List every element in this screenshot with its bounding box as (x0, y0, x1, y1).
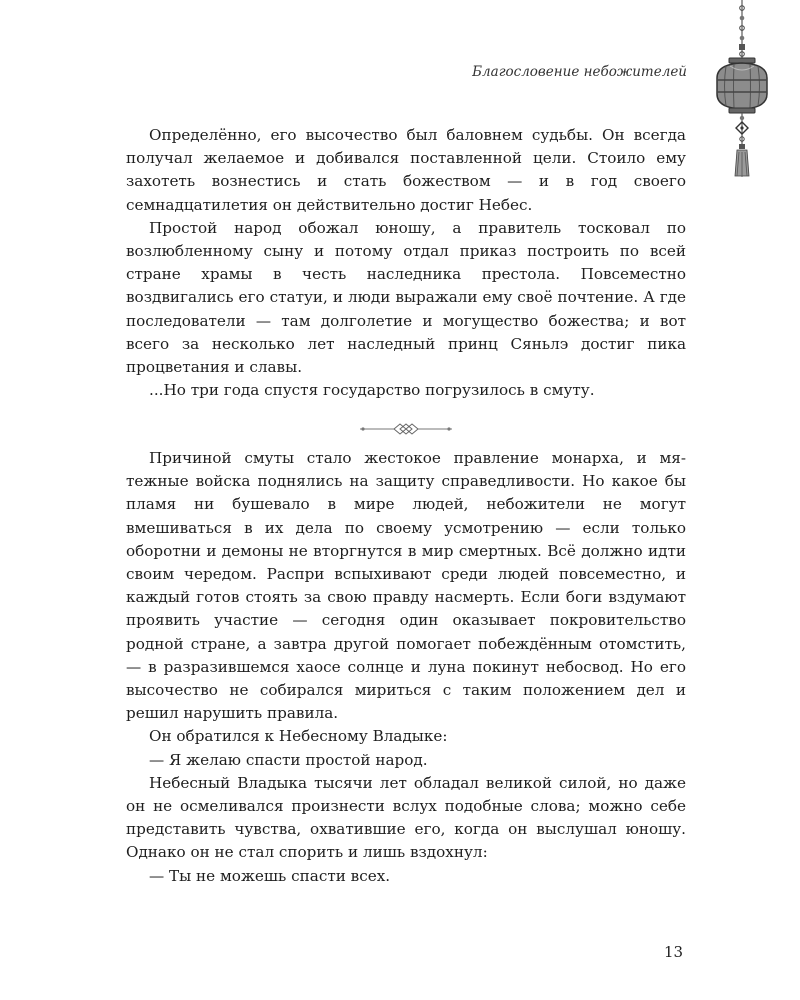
paragraph: Он обратился к Небесному Владыке: (149, 727, 448, 746)
paragraph: Небесный Владыка тысячи лет обладал великой силой, но даже он не осмеливался произнести вслух подобные слова; можно себе представить чувства, охватившие его, когда он выслушал юношу. Однако он не стал спорить и лишь вздохнул: (126, 773, 686, 862)
paragraph: Определённо, его высочество был баловнем судьбы. Он всегда получал желаемое и добивался поставленной цели. Стоило ему захотеть вознестись и стать божеством — и в год своего семнадцатилетия он действительно достиг Небес. (126, 126, 686, 214)
running-header-title: Благословение небожителей (472, 64, 687, 80)
section-1-text (126, 124, 686, 402)
section-2-text (126, 447, 686, 888)
paragraph: — Ты не можешь спасти всех. (149, 866, 391, 885)
paragraph: — Я желаю спасти простой народ. (149, 750, 428, 769)
paragraph: ...Но три года спустя государство погрузилось в смуту. (149, 381, 595, 400)
lantern-icon (704, 0, 780, 182)
paragraph: Причиной смуты стало жестокое правление монарха, и мятежные войска поднялись на защиту справедливости. Но какое бы пламя ни бушевало в мире людей, небожители не могут вмешиваться в их дела по своему усмотрению — если только оборотни и демоны не вторгнутся в мир смертных. Всё должно идти своим чередом. Распри вспыхивают среди людей повсеместно, и каждый готов стоять за свою правду насмерть. Если боги вздумают проявить участие — сегодня один оказывает покровительство родной стране, а завтра другой помогает побеждённым отомстить, — в разразившемся хаосе солнце и луна покинут небосвод. Но его высочество не собирался мириться с таким положением дел и решил нарушить правила. (126, 449, 686, 723)
ornament-divider-icon (360, 418, 452, 440)
page-number: 13 (664, 943, 684, 961)
paragraph: Простой народ обожал юношу, а правитель тосковал по возлюбленному сыну и потому отдал приказ построить по всей стране храмы в честь наследника престола. Повсеместно воздвигались его статуи, и люди выражали ему своё почтение. А где последователи — там долголетие и могущество божества; и вот всего за несколько лет наследный принц Сяньлэ достиг пика процветания и славы. (126, 218, 686, 377)
